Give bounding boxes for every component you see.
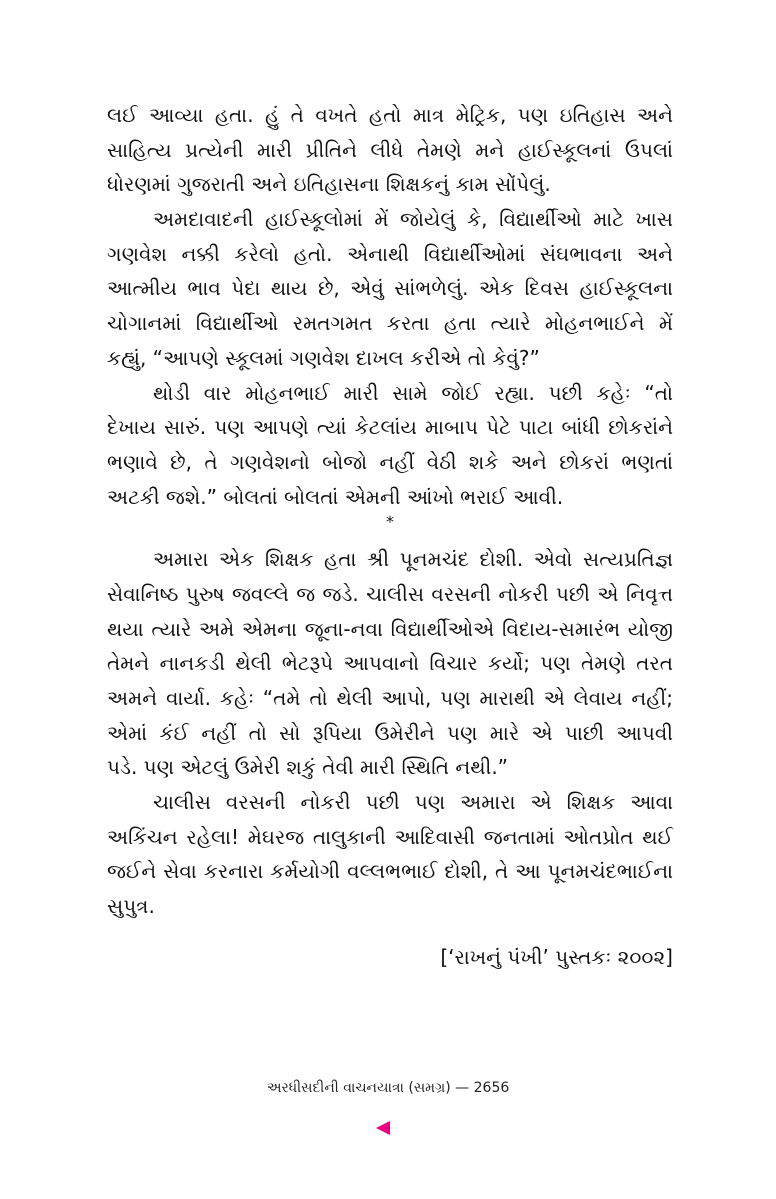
paragraph-4-line-2: સેવાનિષ્ઠ પુરુષ જવલ્લે જ જડે. ચાલીસ વરસની નોકરી પછી એ નિવૃત્ત: [107, 581, 673, 606]
paragraph-4-line-3: થયા ત્યારે અમે એમના જૂના-નવા વિદ્યાર્થીઓએ વિદાય-સમારંભ યોજી: [107, 616, 673, 641]
previous-page-button[interactable]: [372, 1117, 394, 1139]
page-footer: અરધીસદીની વાચનયાત્રા (સમગ્ર) — 2656: [266, 1080, 510, 1096]
paragraph-5-line-3: જઈને સેવા કરનારા કર્મયોગી વલ્લભભાઈ દોશી, તે આ પૂનમચંદભાઈના: [107, 859, 673, 884]
source-citation: [‘રાખનું પંખી’ પુસ્તકઃ ૨૦૦૨]: [440, 944, 673, 969]
paragraph-4-line-1: અમારા એક શિક્ષક હતા શ્રી પૂનમચંદ દોશી. એવો સત્યપ્રતિજ્ઞ: [153, 547, 673, 572]
paragraph-4-line-4: તેમને નાનકડી થેલી ભેટરૂપે આપવાનો વિચાર કર્યો; પણ તેમણે તરત: [107, 651, 673, 676]
paragraph-1-line-2: સાહિત્ય પ્રત્યેની મારી પ્રીતિને લીધે તેમણે મને હાઈસ્કૂલનાં ઉપલાં: [107, 137, 673, 162]
body-text: [107, 98, 673, 975]
paragraph-2-line-1: અમદાવાદની હાઈસ્કૂલોમાં મેં જોયેલું કે, વિદ્યાર્થીઓ માટે ખાસ: [153, 207, 673, 232]
paragraph-1-line-1: લઈ આવ્યા હતા. હું તે વખતે હતો માત્ર મેટ્રિક, પણ ઇતિહાસ અને: [107, 103, 673, 127]
paragraph-5-line-1: ચાલીસ વરસની નોકરી પછી પણ અમારા એ શિક્ષક આવા: [153, 790, 673, 815]
paragraph-2-line-3: આત્મીય ભાવ પેદા થાય છે, એવું સાંભળેલું. એક દિવસ હાઈસ્કૂલના: [107, 276, 673, 301]
paragraph-4-line-5: અમને વાર્યા. કહેઃ “તમે તો થેલી આપો, પણ મારાથી એ લેવાય નહીં;: [107, 686, 673, 710]
paragraph-3-line-4: અટકી જશે.” બોલતાં બોલતાં એમની આંખો ભરાઈ આવી.: [107, 484, 564, 509]
paragraph-5-line-2: અકિંચન રહેલા! મેઘરજ તાલુકાની આદિવાસી જનતામાં ઓતપ્રોત થઈ: [107, 824, 673, 849]
paragraph-2-line-5: કહ્યું, “આપણે સ્કૂલમાં ગણવેશ દાખલ કરીએ તો કેવું?”: [107, 345, 540, 370]
paragraph-2-line-2: ગણવેશ નક્કી કરેલો હતો. એનાથી વિદ્યાર્થીઓમાં સંઘભાવના અને: [107, 241, 673, 266]
paragraph-2-line-4: ચોગાનમાં વિદ્યાર્થીઓ રમતગમત કરતા હતા ત્યારે મોહનભાઈને મેં: [107, 311, 673, 336]
paragraph-1-line-3: ધોરણમાં ગુજરાતી અને ઇતિહાસના શિક્ષકનું કામ સોંપેલું.: [107, 172, 551, 197]
paragraph-4-line-6: એમાં કંઈ નહીં તો સો રૂપિયા ઉમેરીને પણ મારે એ પાછી આપવી: [107, 720, 673, 745]
section-separator: *: [386, 512, 394, 532]
paragraph-3-line-2: દેખાય સારું. પણ આપણે ત્યાં કેટલાંય માબાપ પેટે પાટા બાંધી છોકરાંને: [107, 415, 673, 440]
paragraph-3-line-3: ભણાવે છે, તે ગણવેશનો બોજો નહીં વેઠી શકે અને છોકરાં ભણતાં: [107, 449, 673, 474]
paragraph-5-line-4: સુપુત્ર.: [107, 894, 155, 919]
paragraph-3-line-1: થોડી વાર મોહનભાઈ મારી સામે જોઈ રહ્યા. પછી કહેઃ “તો: [153, 380, 673, 405]
triangle-left-icon: [374, 1119, 392, 1137]
paragraph-4-line-7: પડે. પણ એટલું ઉમેરી શકું તેવી મારી સ્થિતિ નથી.”: [107, 755, 509, 780]
